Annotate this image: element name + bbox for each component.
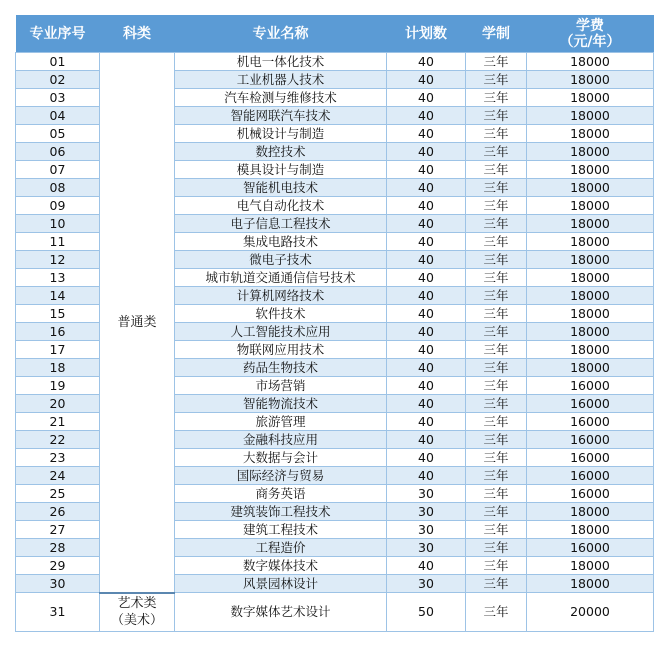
cell-major: 商务英语 <box>175 485 387 503</box>
cell-index: 01 <box>16 53 100 71</box>
cell-quota: 40 <box>387 323 466 341</box>
cell-fee: 16000 <box>527 539 654 557</box>
cell-index: 14 <box>16 287 100 305</box>
cell-major: 智能网联汽车技术 <box>175 107 387 125</box>
cell-major: 数字媒体技术 <box>175 557 387 575</box>
table-row <box>16 593 654 632</box>
cell-quota: 40 <box>387 413 466 431</box>
cell-major: 机械设计与制造 <box>175 125 387 143</box>
cell-index: 27 <box>16 521 100 539</box>
cell-major: 汽车检测与维修技术 <box>175 89 387 107</box>
cell-quota: 40 <box>387 161 466 179</box>
cell-index: 12 <box>16 251 100 269</box>
header-index: 专业序号 <box>16 15 100 53</box>
category-art-line2: （美术） <box>110 613 163 628</box>
cell-index: 25 <box>16 485 100 503</box>
cell-fee: 18000 <box>527 233 654 251</box>
cell-duration: 三年 <box>466 305 527 323</box>
cell-major: 集成电路技术 <box>175 233 387 251</box>
cell-quota: 40 <box>387 305 466 323</box>
cell-duration: 三年 <box>466 449 527 467</box>
cell-major: 大数据与会计 <box>175 449 387 467</box>
cell-duration: 三年 <box>466 215 527 233</box>
cell-duration: 三年 <box>466 323 527 341</box>
cell-duration: 三年 <box>466 269 527 287</box>
cell-index: 17 <box>16 341 100 359</box>
cell-fee: 18000 <box>527 557 654 575</box>
cell-quota: 30 <box>387 575 466 593</box>
cell-quota: 30 <box>387 485 466 503</box>
cell-index: 29 <box>16 557 100 575</box>
cell-fee: 16000 <box>527 467 654 485</box>
cell-duration: 三年 <box>466 467 527 485</box>
cell-index: 02 <box>16 71 100 89</box>
cell-duration: 三年 <box>466 71 527 89</box>
cell-quota: 30 <box>387 539 466 557</box>
cell-quota: 40 <box>387 107 466 125</box>
cell-quota: 40 <box>387 341 466 359</box>
cell-duration: 三年 <box>466 197 527 215</box>
cell-fee: 18000 <box>527 161 654 179</box>
cell-category-general: 普通类 <box>100 53 175 593</box>
cell-quota: 40 <box>387 179 466 197</box>
cell-duration: 三年 <box>466 557 527 575</box>
cell-index: 31 <box>16 593 100 632</box>
header-major: 专业名称 <box>175 15 387 53</box>
cell-quota: 40 <box>387 53 466 71</box>
cell-duration: 三年 <box>466 53 527 71</box>
cell-major: 微电子技术 <box>175 251 387 269</box>
cell-duration: 三年 <box>466 125 527 143</box>
header-fee-line1: 学费 <box>576 17 604 34</box>
cell-quota: 40 <box>387 143 466 161</box>
cell-fee: 18000 <box>527 107 654 125</box>
cell-category-art <box>100 593 175 632</box>
header-duration: 学制 <box>466 15 527 53</box>
cell-duration: 三年 <box>466 251 527 269</box>
cell-duration: 三年 <box>466 161 527 179</box>
header-category: 科类 <box>100 15 175 53</box>
cell-quota: 40 <box>387 125 466 143</box>
cell-index: 18 <box>16 359 100 377</box>
cell-fee: 16000 <box>527 449 654 467</box>
cell-fee: 16000 <box>527 485 654 503</box>
cell-duration: 三年 <box>466 539 527 557</box>
cell-quota: 40 <box>387 233 466 251</box>
cell-fee: 16000 <box>527 377 654 395</box>
cell-quota: 30 <box>387 521 466 539</box>
cell-fee: 16000 <box>527 395 654 413</box>
cell-quota: 50 <box>387 593 466 632</box>
cell-quota: 40 <box>387 197 466 215</box>
cell-major: 电气自动化技术 <box>175 197 387 215</box>
cell-fee: 18000 <box>527 575 654 593</box>
header-quota: 计划数 <box>387 15 466 53</box>
cell-major: 国际经济与贸易 <box>175 467 387 485</box>
cell-fee: 18000 <box>527 89 654 107</box>
cell-major: 计算机网络技术 <box>175 287 387 305</box>
cell-quota: 40 <box>387 287 466 305</box>
table-body <box>16 53 654 632</box>
cell-fee: 18000 <box>527 53 654 71</box>
cell-major: 智能物流技术 <box>175 395 387 413</box>
cell-fee: 18000 <box>527 359 654 377</box>
cell-index: 21 <box>16 413 100 431</box>
cell-quota: 40 <box>387 467 466 485</box>
cell-major: 智能机电技术 <box>175 179 387 197</box>
cell-major: 数字媒体艺术设计 <box>175 593 387 632</box>
cell-duration: 三年 <box>466 503 527 521</box>
cell-index: 15 <box>16 305 100 323</box>
category-art-line1: 艺术类 <box>117 596 157 611</box>
cell-major: 建筑装饰工程技术 <box>175 503 387 521</box>
cell-index: 19 <box>16 377 100 395</box>
cell-duration: 三年 <box>466 287 527 305</box>
cell-duration: 三年 <box>466 233 527 251</box>
cell-index: 04 <box>16 107 100 125</box>
cell-duration: 三年 <box>466 485 527 503</box>
cell-major: 物联网应用技术 <box>175 341 387 359</box>
cell-fee: 18000 <box>527 269 654 287</box>
cell-fee: 16000 <box>527 431 654 449</box>
cell-index: 07 <box>16 161 100 179</box>
cell-major: 城市轨道交通通信信号技术 <box>175 269 387 287</box>
cell-index: 08 <box>16 179 100 197</box>
cell-duration: 三年 <box>466 575 527 593</box>
cell-quota: 40 <box>387 71 466 89</box>
cell-major: 模具设计与制造 <box>175 161 387 179</box>
cell-quota: 40 <box>387 395 466 413</box>
cell-quota: 40 <box>387 449 466 467</box>
cell-duration: 三年 <box>466 431 527 449</box>
cell-fee: 18000 <box>527 197 654 215</box>
cell-fee: 18000 <box>527 143 654 161</box>
cell-fee: 18000 <box>527 251 654 269</box>
header-fee <box>527 15 654 53</box>
cell-quota: 40 <box>387 557 466 575</box>
cell-fee: 18000 <box>527 521 654 539</box>
cell-index: 20 <box>16 395 100 413</box>
cell-fee: 18000 <box>527 215 654 233</box>
cell-quota: 40 <box>387 359 466 377</box>
cell-index: 03 <box>16 89 100 107</box>
cell-fee: 20000 <box>527 593 654 632</box>
cell-major: 药品生物技术 <box>175 359 387 377</box>
cell-major: 建筑工程技术 <box>175 521 387 539</box>
cell-fee: 16000 <box>527 413 654 431</box>
cell-major: 工业机器人技术 <box>175 71 387 89</box>
cell-quota: 40 <box>387 251 466 269</box>
cell-major: 数控技术 <box>175 143 387 161</box>
cell-index: 23 <box>16 449 100 467</box>
cell-quota: 40 <box>387 431 466 449</box>
cell-fee: 18000 <box>527 503 654 521</box>
cell-quota: 30 <box>387 503 466 521</box>
cell-index: 24 <box>16 467 100 485</box>
cell-index: 11 <box>16 233 100 251</box>
cell-duration: 三年 <box>466 395 527 413</box>
cell-major: 人工智能技术应用 <box>175 323 387 341</box>
cell-index: 16 <box>16 323 100 341</box>
cell-fee: 18000 <box>527 71 654 89</box>
cell-duration: 三年 <box>466 341 527 359</box>
cell-quota: 40 <box>387 215 466 233</box>
cell-fee: 18000 <box>527 125 654 143</box>
cell-duration: 三年 <box>466 413 527 431</box>
cell-index: 30 <box>16 575 100 593</box>
cell-fee: 18000 <box>527 341 654 359</box>
cell-index: 13 <box>16 269 100 287</box>
cell-duration: 三年 <box>466 179 527 197</box>
cell-index: 26 <box>16 503 100 521</box>
cell-major: 风景园林设计 <box>175 575 387 593</box>
header-row <box>16 15 654 53</box>
cell-index: 22 <box>16 431 100 449</box>
cell-duration: 三年 <box>466 521 527 539</box>
cell-duration: 三年 <box>466 593 527 632</box>
cell-index: 09 <box>16 197 100 215</box>
cell-index: 05 <box>16 125 100 143</box>
cell-major: 工程造价 <box>175 539 387 557</box>
cell-duration: 三年 <box>466 359 527 377</box>
majors-table <box>15 15 654 632</box>
cell-duration: 三年 <box>466 89 527 107</box>
cell-major: 市场营销 <box>175 377 387 395</box>
cell-fee: 18000 <box>527 287 654 305</box>
cell-duration: 三年 <box>466 377 527 395</box>
cell-index: 06 <box>16 143 100 161</box>
cell-quota: 40 <box>387 377 466 395</box>
cell-quota: 40 <box>387 89 466 107</box>
cell-duration: 三年 <box>466 107 527 125</box>
cell-fee: 18000 <box>527 305 654 323</box>
cell-quota: 40 <box>387 269 466 287</box>
cell-fee: 18000 <box>527 179 654 197</box>
cell-duration: 三年 <box>466 143 527 161</box>
cell-major: 旅游管理 <box>175 413 387 431</box>
table-row <box>16 53 654 71</box>
header-fee-line2: （元/年） <box>559 33 621 50</box>
cell-major: 金融科技应用 <box>175 431 387 449</box>
cell-major: 电子信息工程技术 <box>175 215 387 233</box>
cell-index: 28 <box>16 539 100 557</box>
cell-major: 软件技术 <box>175 305 387 323</box>
cell-major: 机电一体化技术 <box>175 53 387 71</box>
cell-index: 10 <box>16 215 100 233</box>
cell-fee: 18000 <box>527 323 654 341</box>
